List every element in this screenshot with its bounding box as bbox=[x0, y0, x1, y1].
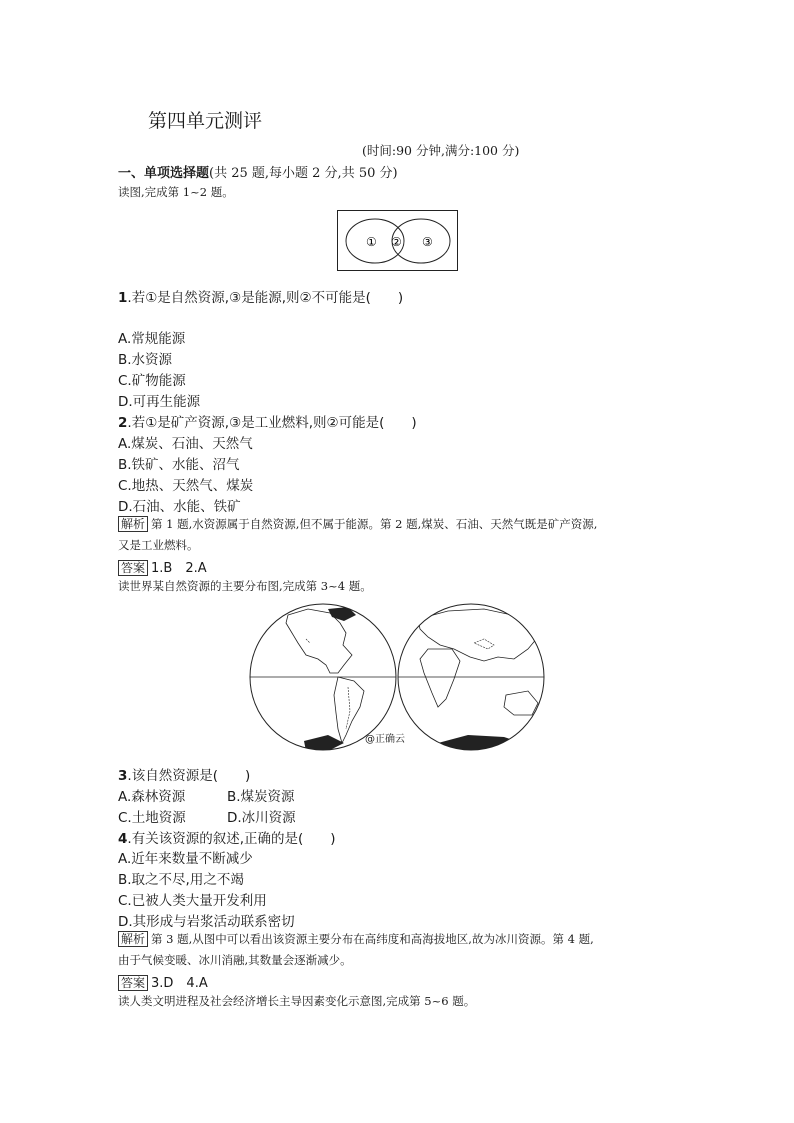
explanation-1-line-1 bbox=[118, 516, 597, 532]
intro-1-2: 读图,完成第 1~2 题。 bbox=[118, 185, 234, 199]
q4-option-b: B.取之不尽,用之不竭 bbox=[118, 872, 244, 888]
question-2 bbox=[118, 411, 417, 431]
q4-option-c: C.已被人类大量开发利用 bbox=[118, 893, 267, 909]
question-3-text: .该自然资源是( ) bbox=[127, 768, 251, 784]
venn-label-1: ① bbox=[366, 235, 377, 249]
q4-option-d: D.其形成与岩浆活动联系密切 bbox=[118, 914, 295, 930]
question-1 bbox=[118, 286, 403, 306]
tibet-glaciers bbox=[474, 639, 494, 649]
question-2-text: .若①是矿产资源,③是工业燃料,则②可能是( ) bbox=[127, 415, 417, 431]
venn-label-2: ② bbox=[391, 235, 402, 249]
question-3-number: 3 bbox=[118, 768, 128, 784]
q2-option-a: A.煤炭、石油、天然气 bbox=[118, 436, 253, 452]
question-4-text: .有关该资源的叙述,正确的是( ) bbox=[127, 831, 336, 847]
venn-label-3: ③ bbox=[422, 235, 433, 249]
answer-2-text: 3.D 4.A bbox=[151, 976, 208, 991]
section-desc: (共 25 题,每小题 2 分,共 50 分) bbox=[209, 166, 398, 181]
answer-1-text: 1.B 2.A bbox=[151, 561, 207, 576]
question-1-number: 1 bbox=[118, 290, 128, 306]
q1-option-b: B.水资源 bbox=[118, 352, 173, 368]
question-4 bbox=[118, 827, 336, 847]
world-resource-map bbox=[248, 603, 548, 751]
intro-3-4: 读世界某自然资源的主要分布图,完成第 3~4 题。 bbox=[118, 579, 372, 593]
page-title: 第四单元测评 bbox=[148, 110, 263, 132]
explanation-1-text: 第 1 题,水资源属于自然资源,但不属于能源。第 2 题,煤炭、石油、天然气既是矿产资源, bbox=[151, 517, 598, 531]
mountain-glaciers-west bbox=[306, 639, 350, 729]
map-watermark: @正确云 bbox=[365, 734, 405, 745]
answer-2 bbox=[118, 972, 208, 991]
section-label: 一、单项选择题 bbox=[118, 166, 210, 181]
answer-tag: 答案 bbox=[118, 975, 148, 991]
eastern-hemisphere bbox=[396, 609, 548, 751]
exam-info: (时间:90 分钟,满分:100 分) bbox=[362, 143, 520, 158]
q3-option-d: D.冰川资源 bbox=[227, 810, 296, 826]
explanation-1-line-2: 又是工业燃料。 bbox=[118, 538, 199, 552]
question-3 bbox=[118, 764, 250, 784]
south-america-outline bbox=[334, 677, 364, 743]
q1-option-a: A.常规能源 bbox=[118, 331, 186, 347]
western-hemisphere bbox=[248, 607, 398, 751]
answer-1 bbox=[118, 557, 207, 576]
intro-5-6: 读人类文明进程及社会经济增长主导因素变化示意图,完成第 5~6 题。 bbox=[118, 994, 476, 1008]
q4-option-a: A.近年来数量不断减少 bbox=[118, 851, 253, 867]
explanation-2-line-1 bbox=[118, 931, 594, 947]
explanation-2-text: 第 3 题,从图中可以看出该资源主要分布在高纬度和高海拔地区,故为冰川资源。第 4 题, bbox=[151, 932, 594, 946]
q3-option-c: C.土地资源 bbox=[118, 810, 186, 826]
question-1-text: .若①是自然资源,③是能源,则②不可能是( ) bbox=[127, 290, 404, 306]
q1-option-c: C.矿物能源 bbox=[118, 373, 186, 389]
question-2-number: 2 bbox=[118, 415, 128, 431]
australia-outline bbox=[504, 691, 538, 715]
q2-option-c: C.地热、天然气、煤炭 bbox=[118, 478, 254, 494]
eurasia-outline bbox=[418, 609, 538, 661]
q2-option-b: B.铁矿、水能、沼气 bbox=[118, 457, 240, 473]
q3-option-a: A.森林资源 bbox=[118, 789, 186, 805]
explanation-tag: 解析 bbox=[118, 516, 148, 532]
q1-option-d: D.可再生能源 bbox=[118, 394, 201, 410]
venn-diagram bbox=[337, 210, 459, 272]
africa-outline bbox=[420, 649, 460, 707]
greenland-ice bbox=[328, 607, 356, 621]
explanation-tag: 解析 bbox=[118, 931, 148, 947]
answer-tag: 答案 bbox=[118, 560, 148, 576]
q3-option-b: B.煤炭资源 bbox=[227, 789, 295, 805]
section-heading bbox=[118, 162, 398, 181]
explanation-2-line-2: 由于气候变暖、冰川消融,其数量会逐渐减少。 bbox=[118, 953, 352, 967]
q2-option-d: D.石油、水能、铁矿 bbox=[118, 499, 241, 515]
question-4-number: 4 bbox=[118, 831, 128, 847]
